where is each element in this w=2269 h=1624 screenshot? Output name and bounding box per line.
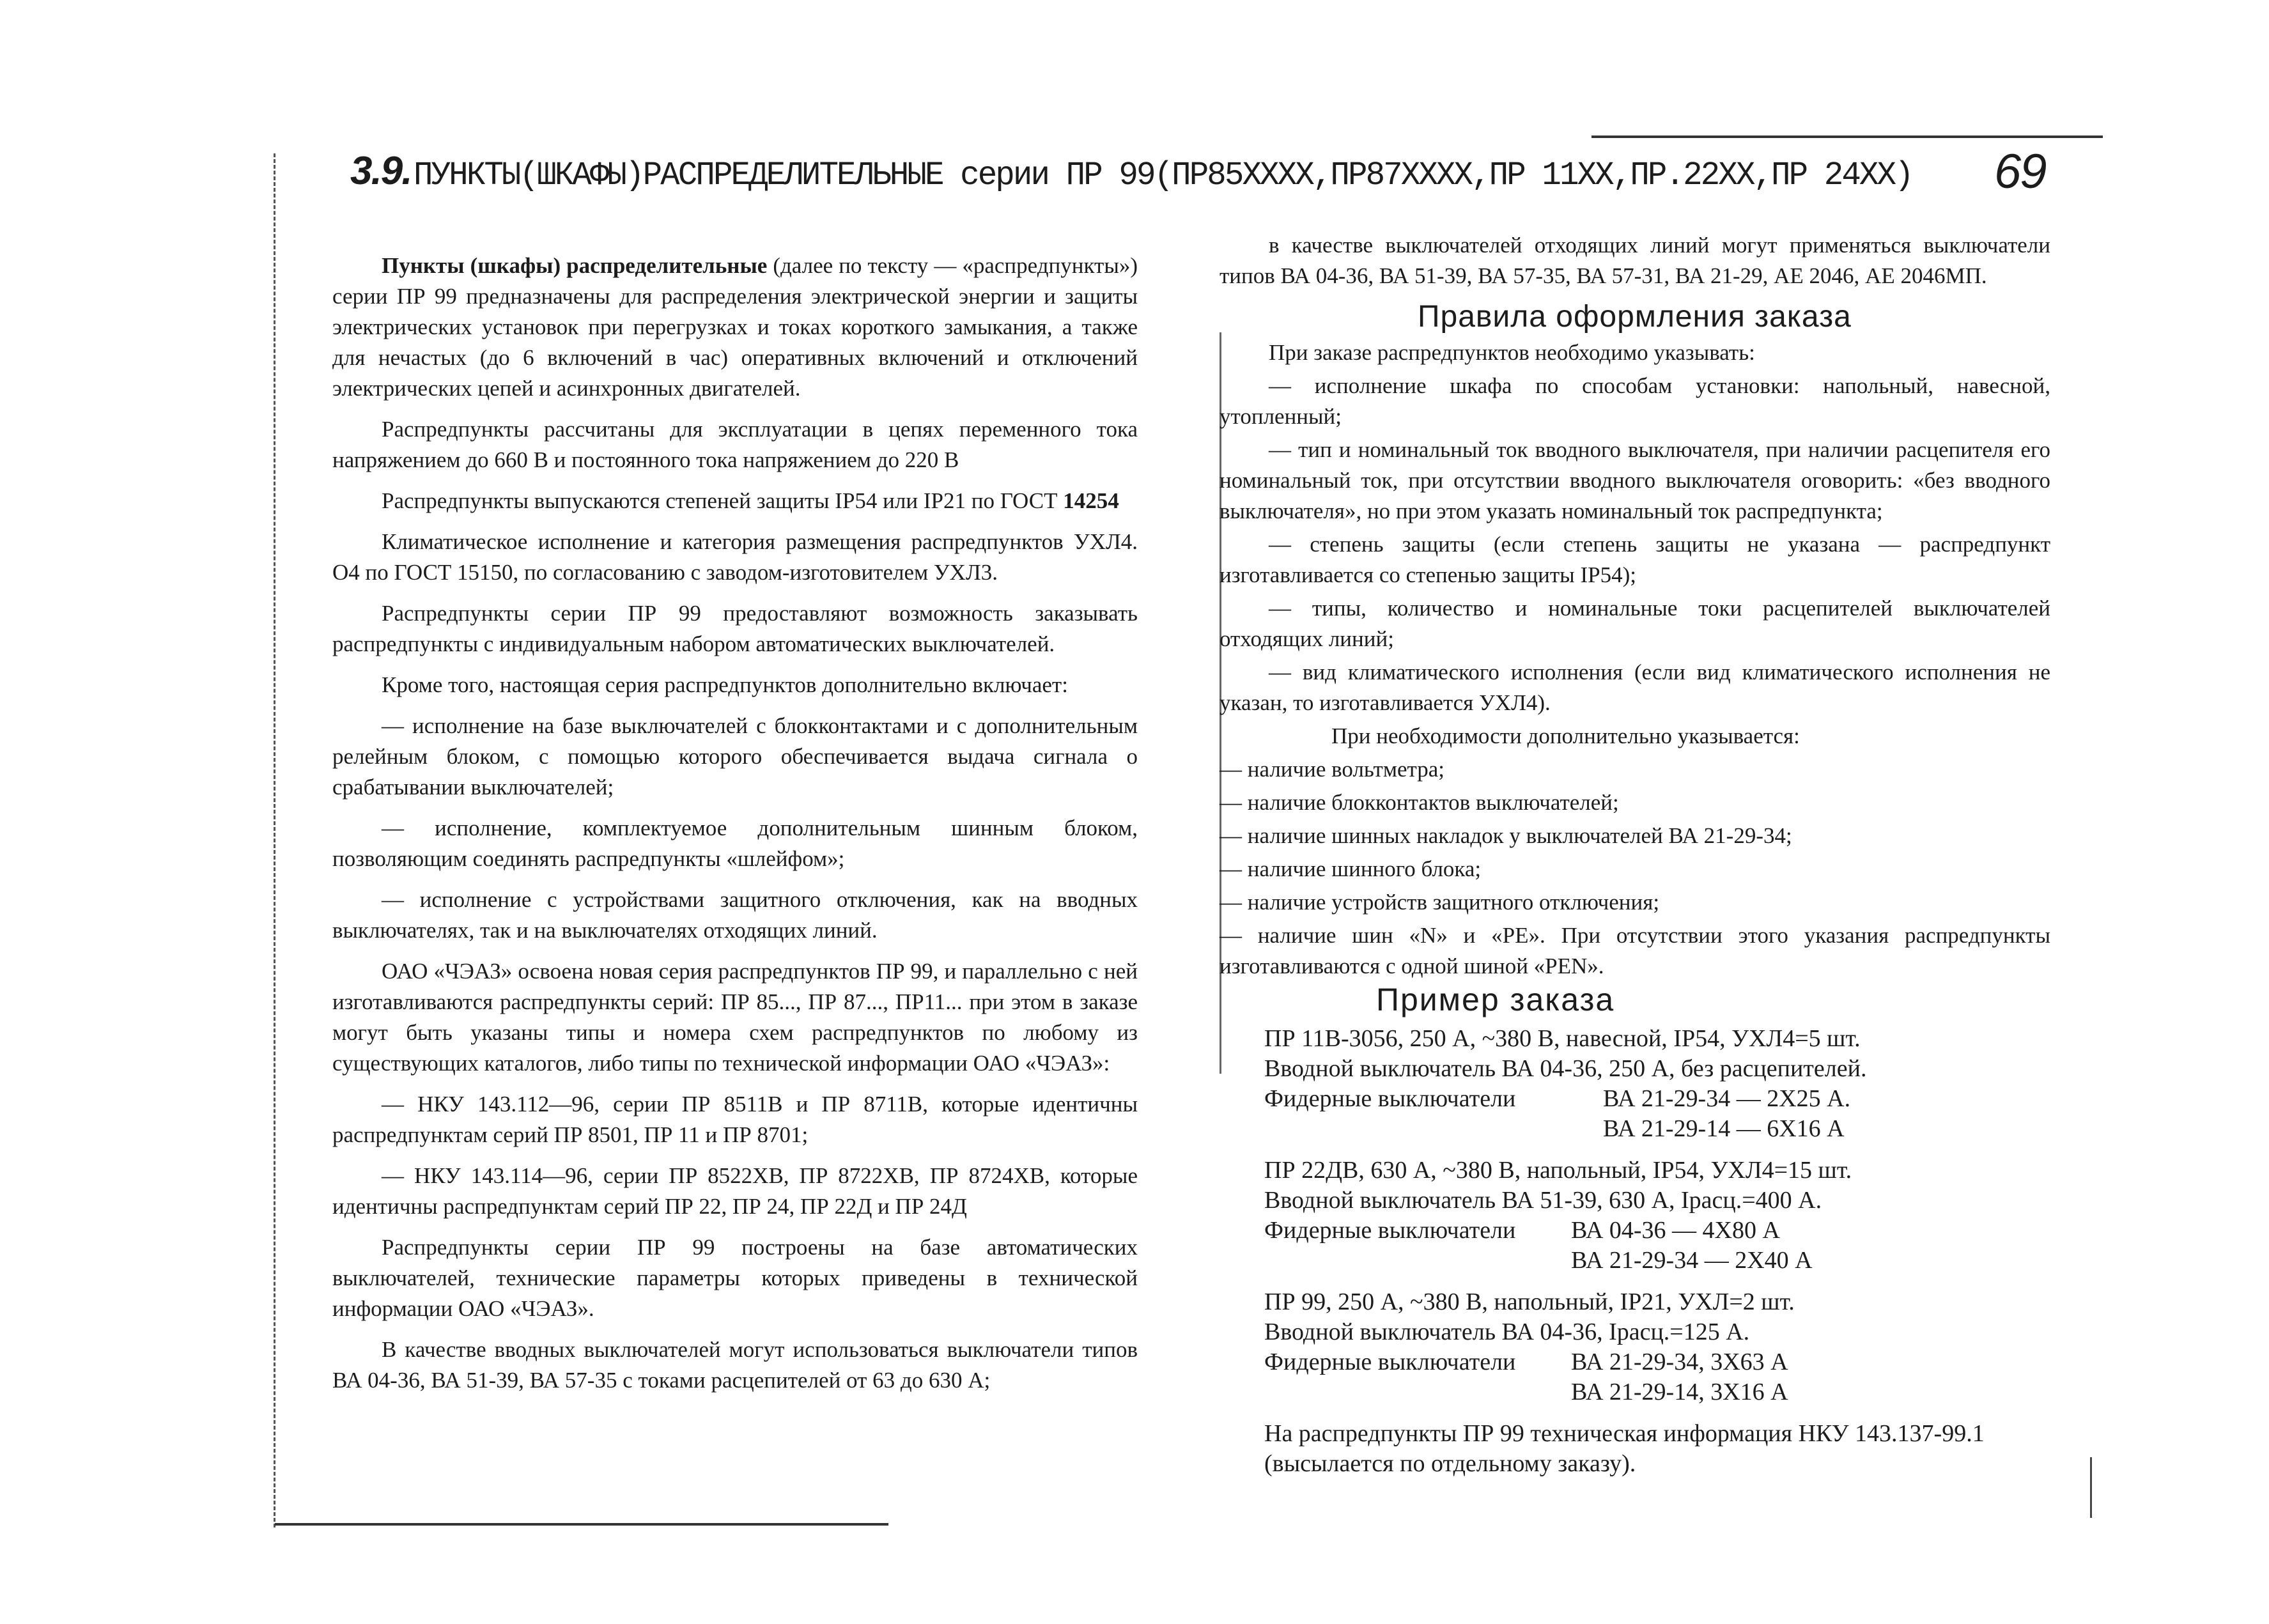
example-line: ВА 21-29-14 — 6Х16 А (1603, 1115, 1845, 1142)
example-line: ВА 21-29-14, 3Х16 А (1571, 1379, 1788, 1405)
order-intro: При заказе распредпунктов необходимо указывать: (1269, 340, 1755, 365)
list-item: — исполнение с устройствами защитного отключения, как на вводных выключателях, так и на выключателях отходящих линий. (332, 887, 1138, 943)
left-column (332, 251, 1138, 1406)
example-line: ПР 22ДВ, 630 А, ~380 В, напольный, IP54, УХЛ4=15 шт. (1264, 1157, 1852, 1184)
paragraph-intro (332, 251, 1138, 404)
paragraph-climate: Климатическое исполнение и категория размещения распредпунктов УХЛ4. О4 по ГОСТ 15150, по согласованию с заводом-изготовителем УХЛ3. (332, 529, 1138, 585)
paragraph-protection (332, 486, 1138, 516)
example-line: ПР 11В-3056, 250 А, ~380 В, навесной, IP54, УХЛ4=5 шт. (1264, 1025, 1861, 1052)
top-rule (1591, 135, 2103, 138)
heading-order-rules: Правила оформления заказа (1418, 300, 1852, 334)
feeder-value: ВА 21-29-34, 3Х63 А (1571, 1349, 1788, 1375)
list-item: — исполнение, комплектуемое дополнительным шинным блоком, позволяющим соединять распредпункты «шлейфом»; (332, 816, 1138, 871)
example-line: ВА 21-29-34 — 2Х40 А (1571, 1247, 1813, 1274)
order-example-1 (1264, 1024, 2050, 1144)
gost-number: 14254 (1063, 488, 1119, 513)
list-item: — НКУ 143.114—96, серии ПР 8522ХВ, ПР 8722ХВ, ПР 8724ХВ, которые идентичны распредпунктам серий ПР 22, ПР 24, ПР 22Д и ПР 24Д (332, 1163, 1138, 1219)
order-rules-list (1220, 337, 2050, 982)
example-line: Вводной выключатель ВА 04-36, 250 А, без расцепителей. (1264, 1055, 1867, 1082)
page-number: 69 (1994, 144, 2046, 199)
order-example-3 (1264, 1287, 2050, 1407)
example-line: Вводной выключатель ВА 04-36, Iрасц.=125 А. (1264, 1319, 1750, 1345)
list-item: — исполнение на базе выключателей с блокконтактами и с дополнительным релейным блоком, с помощью которого обеспечивается выдача сигнала о срабатывании выключателей; (332, 713, 1138, 800)
feeder-value: ВА 04-36 — 4Х80 А (1571, 1217, 1780, 1244)
intro-text: (далее по тексту — «распредпункты») серии ПР 99 предназначены для распределения электрической энергии и защиты электрических установок при перегрузках и токах короткого замыкания, а также для нечастых (до 6 включений в час) оперативных включений и отключений электрических цепей и асинхронных двигателей. (332, 253, 1138, 401)
paragraph-includes: Кроме того, настоящая серия распредпунктов дополнительно включает: (382, 672, 1068, 697)
feeder-label: Фидерные выключатели (1264, 1349, 1516, 1375)
section-title: ПУНКТЫ(ШКАФЫ)РАСПРЕДЕЛИТЕЛЬНЫЕ серии ПР 99(ПР85ХХХХ,ПР87ХХХХ,ПР 11ХХ,ПР.22ХХ,ПР 24ХХ) (414, 157, 1913, 194)
list-item: — тип и номинальный ток вводного выключателя, при наличии расцепителя его номинальный ток, при отсутствии вводного выключателя оговорить: «без вводного выключателя», но при этом указать номинальный ток распредпункта; (1220, 437, 2050, 523)
paragraph-outgoing-breakers: в качестве выключателей отходящих линий могут применяться выключатели типов ВА 04-36, ВА 51-39, ВА 57-35, ВА 57-31, ВА 21-29, АЕ 2046, АЕ 2046МП. (1220, 233, 2050, 288)
page-header (350, 148, 2076, 206)
paragraph-input-breakers: В качестве вводных выключателей могут использоваться выключатели типов ВА 04-36, ВА 51-39, ВА 57-35 с токами расцепителей от 63 до 630 А; (332, 1337, 1138, 1393)
list-item: — наличие вольтметра; (1220, 757, 1445, 782)
example-line: ПР 99, 250 А, ~380 В, напольный, IP21, УХЛ=2 шт. (1264, 1288, 1795, 1315)
list-item: — наличие устройств защитного отключения; (1220, 890, 1660, 915)
list-item: — наличие шинных накладок у выключателей ВА 21-29-34; (1220, 823, 1792, 848)
section-number: 3.9. (350, 149, 412, 193)
paragraph-base: Распредпункты серии ПР 99 построены на базе автоматических выключателей, технические параметры которых приведены в технической информации ОАО «ЧЭАЗ». (332, 1235, 1138, 1321)
list-item: — исполнение шкафа по способам установки: напольный, навесной, утопленный; (1220, 373, 2050, 429)
order-example-2 (1264, 1156, 2050, 1276)
protection-text: Распредпункты выпускаются степеней защиты IP54 или IP21 по ГОСТ (382, 488, 1064, 513)
feeder-label: Фидерные выключатели (1264, 1217, 1516, 1244)
example-line: Вводной выключатель ВА 51-39, 630 А, Iрасц.=400 А. (1264, 1187, 1822, 1214)
list-item: — типы, количество и номинальные токи расцепителей выключателей отходящих линий; (1220, 596, 2050, 651)
right-rule (2090, 1457, 2092, 1518)
paragraph-voltage: Распредпункты рассчитаны для эксплуатации в цепях переменного тока напряжением до 660 В и постоянного тока напряжением до 220 В (332, 417, 1138, 472)
right-column (1220, 230, 2050, 1479)
list-item: — вид климатического исполнения (если вид климатического исполнения не указан, то изготавливается УХЛ4). (1220, 660, 2050, 715)
list-item: — наличие шинного блока; (1220, 856, 1482, 881)
paragraph-custom-set: Распредпункты серии ПР 99 предоставляют возможность заказывать распредпункты с индивидуальным набором автоматических выключателей. (332, 601, 1138, 656)
paragraph-new-series: ОАО «ЧЭАЗ» освоена новая серия распредпунктов ПР 99, и параллельно с ней изготавливаются распредпункты серий: ПР 85..., ПР 87..., ПР11... при этом в заказе могут быть указаны типы и номера схем распредпунктов по любому из существующих каталогов, либо типы по технической информации ОАО «ЧЭАЗ»: (332, 959, 1138, 1076)
bottom-rule (275, 1523, 888, 1526)
example-line (1264, 1347, 2050, 1377)
heading-order-example: Пример заказа (1376, 982, 1615, 1017)
list-item: — степень защиты (если степень защиты не указана — распредпункт изготавливается со степенью защиты IP54); (1220, 532, 2050, 587)
list-item: — наличие шин «N» и «PE». При отсутствии этого указания распредпункты изготавливаются с одной шиной «PEN». (1220, 923, 2050, 978)
example-line (1264, 1216, 2050, 1246)
feeder-value: ВА 21-29-34 — 2Х25 А. (1603, 1085, 1851, 1112)
feeder-label: Фидерные выключатели (1264, 1085, 1516, 1112)
list-item: — наличие блокконтактов выключателей; (1220, 790, 1619, 815)
intro-lead: Пункты (шкафы) распределительные (382, 253, 768, 278)
example-line (1264, 1084, 2050, 1114)
left-rule (274, 153, 275, 1527)
list-item: — НКУ 143.112—96, серии ПР 8511В и ПР 8711В, которые идентичны распредпунктам серий ПР 8501, ПР 11 и ПР 8701; (332, 1092, 1138, 1147)
technical-info-note: На распредпункты ПР 99 техническая информация НКУ 143.137-99.1 (высылается по отдельному заказу). (1264, 1420, 1985, 1477)
additional-intro: При необходимости дополнительно указывается: (1331, 723, 1800, 748)
